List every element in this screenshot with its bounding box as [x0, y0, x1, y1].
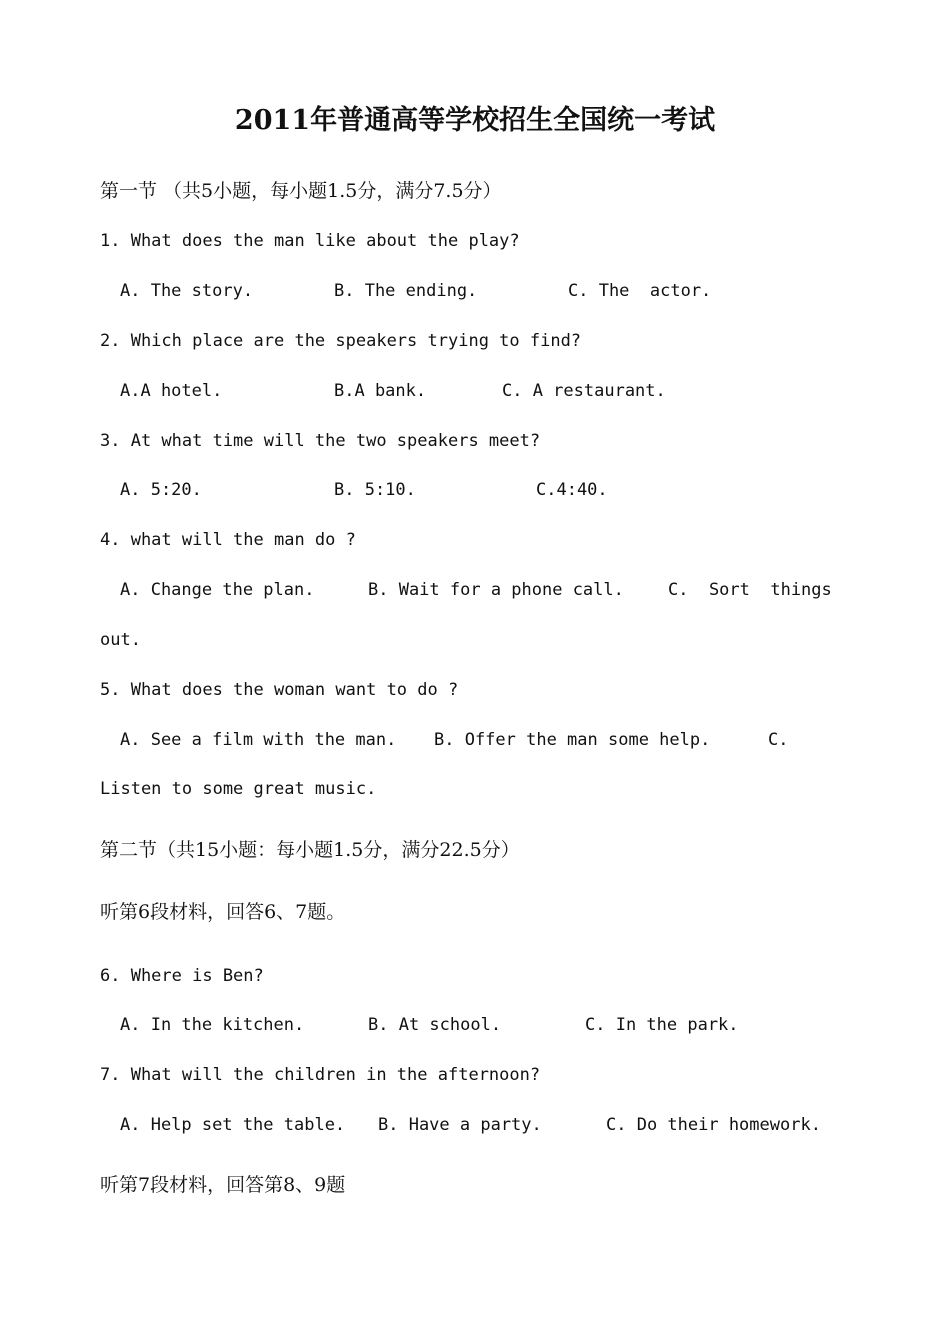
q1-option-c: C. The actor.: [568, 281, 712, 301]
question-3: 3. At what time will the two speakers meet?: [100, 431, 541, 451]
q6-option-b: B. At school.: [368, 1015, 502, 1035]
q2-option-b: B.A bank.: [334, 381, 427, 401]
section1-heading: 第一节 （共5小题，每小题1.5分，满分7.5分）: [100, 180, 502, 202]
question-4: 4. what will the man do ?: [100, 530, 356, 550]
q6-option-c: C. In the park.: [585, 1015, 739, 1035]
q2-option-a: A.A hotel.: [120, 381, 223, 401]
q4-option-b: B. Wait for a phone call.: [368, 580, 624, 600]
question-6: 6. Where is Ben?: [100, 966, 264, 986]
q5-option-c: C.: [768, 730, 789, 750]
question-1: 1. What does the man like about the play?: [100, 231, 520, 251]
q3-option-b: B. 5:10.: [334, 480, 416, 500]
question-2: 2. Which place are the speakers trying to find?: [100, 331, 582, 351]
q5-option-b: B. Offer the man some help.: [434, 730, 711, 750]
q1-option-a: A. The story.: [120, 281, 254, 301]
q7-option-a: A. Help set the table.: [120, 1115, 346, 1135]
q3-option-c: C.4:40.: [536, 480, 608, 500]
question-5: 5. What does the woman want to do ?: [100, 680, 459, 700]
q7-option-b: B. Have a party.: [378, 1115, 542, 1135]
q5-option-a: A. See a film with the man.: [120, 730, 397, 750]
q7-option-c: C. Do their homework.: [606, 1115, 821, 1135]
question-7: 7. What will the children in the afternoon?: [100, 1065, 541, 1085]
q1-option-b: B. The ending.: [334, 281, 478, 301]
section2-heading: 第二节（共15小题：每小题1.5分，满分22.5分）: [100, 839, 520, 861]
q4-option-a: A. Change the plan.: [120, 580, 315, 600]
q6-option-a: A. In the kitchen.: [120, 1015, 305, 1035]
q3-option-a: A. 5:20.: [120, 480, 202, 500]
q5-option-c-continued: Listen to some great music.: [100, 779, 377, 799]
q4-option-c-continued: out.: [100, 630, 141, 650]
page-title: 2011年普通高等学校招生全国统一考试: [234, 105, 716, 136]
q2-option-c: C. A restaurant.: [502, 381, 666, 401]
q4-option-c: C. Sort things: [668, 580, 832, 600]
material-6-instruction: 听第6段材料，回答6、7题。: [100, 901, 346, 923]
material-7-instruction: 听第7段材料，回答第8、9题: [100, 1174, 346, 1196]
